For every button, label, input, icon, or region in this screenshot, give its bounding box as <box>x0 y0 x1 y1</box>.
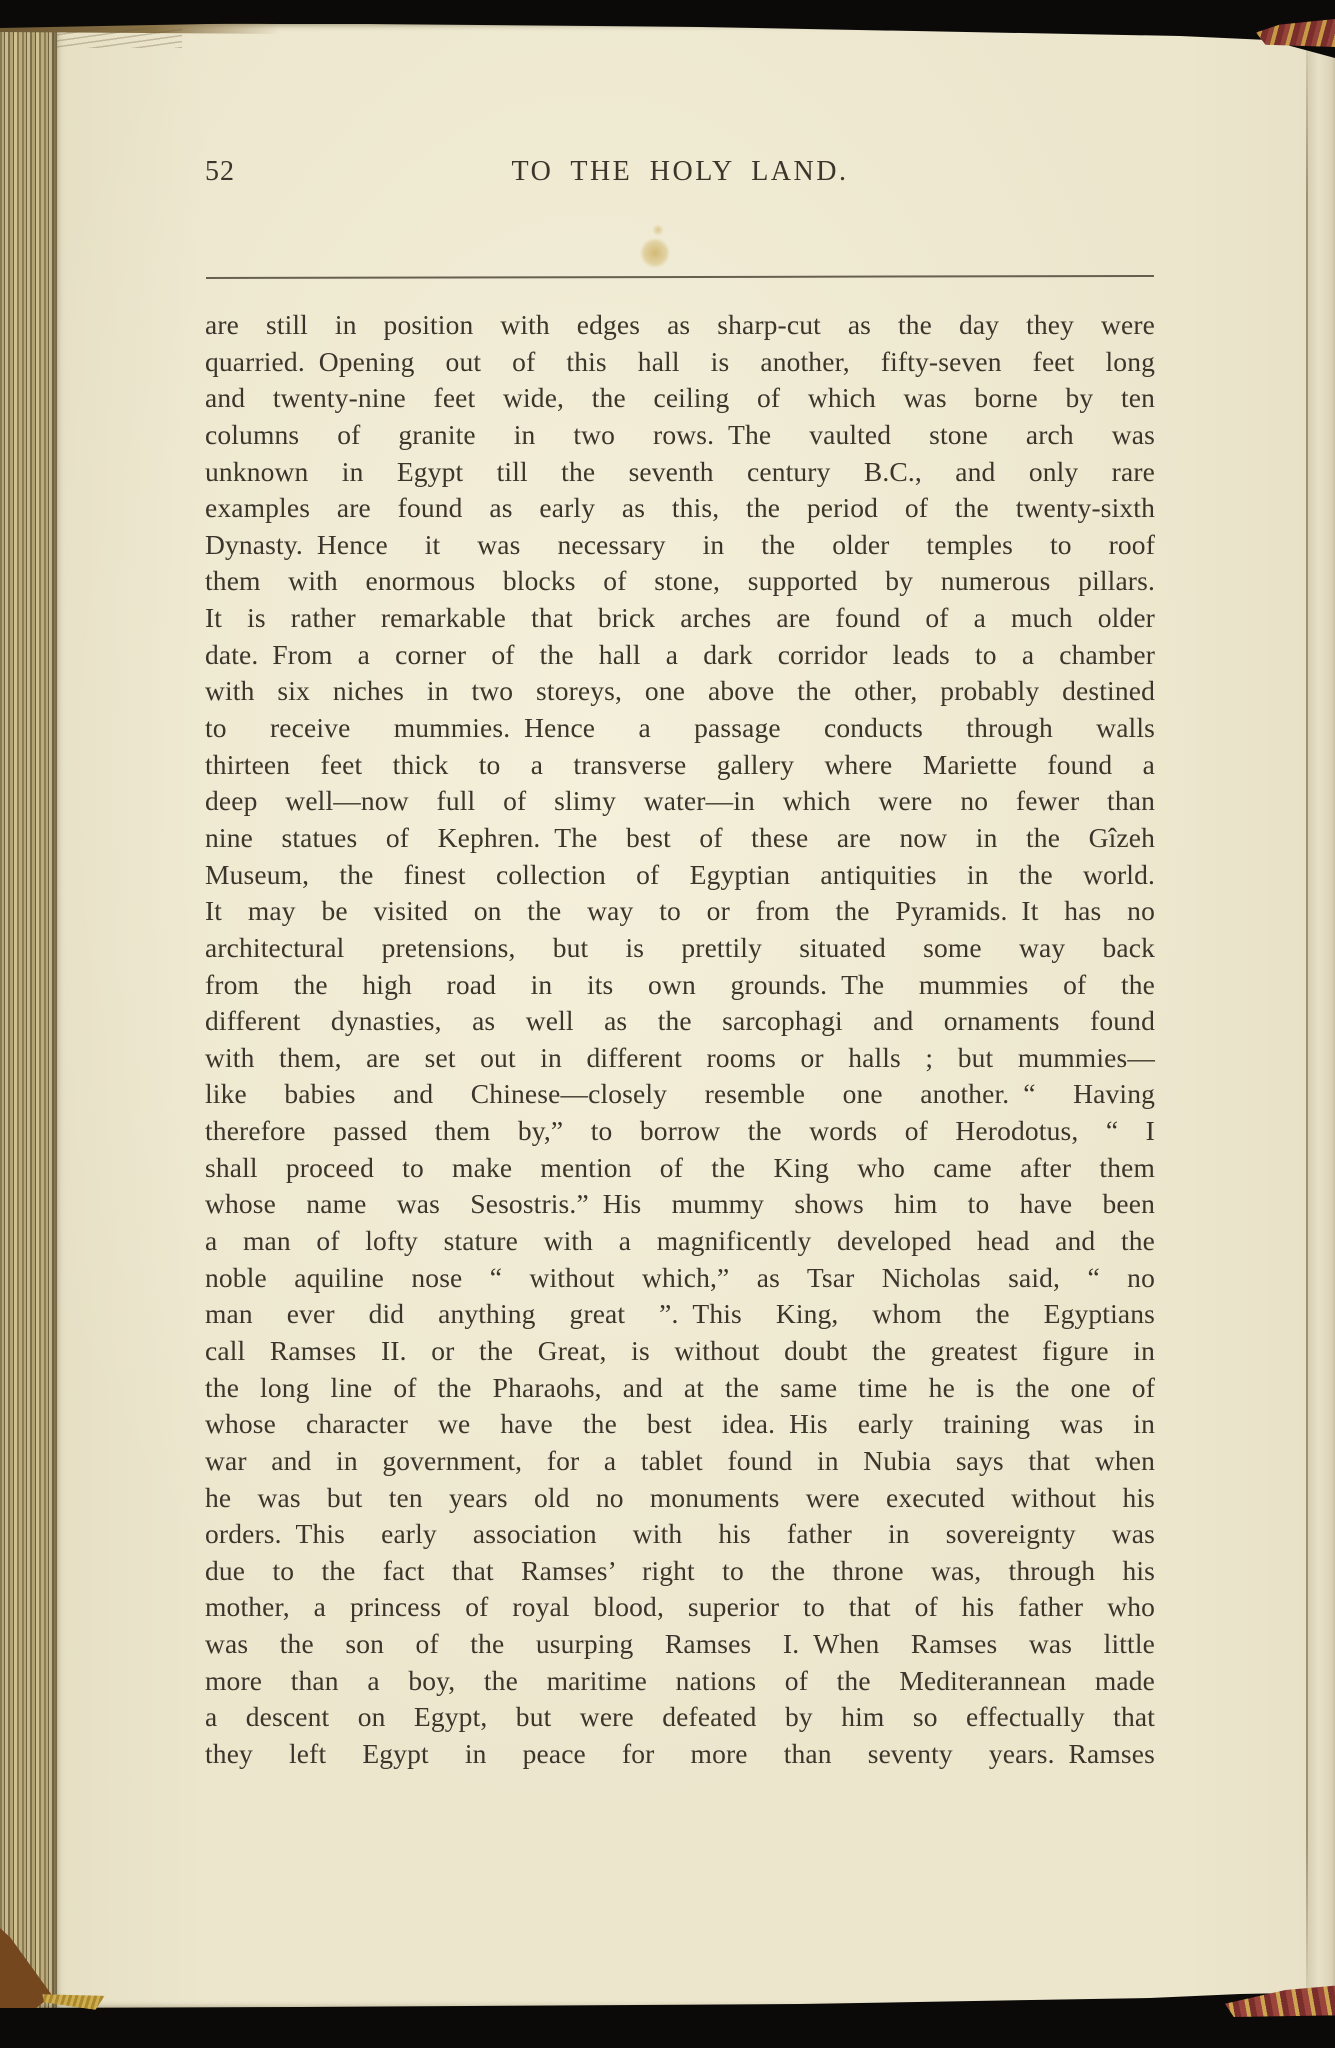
text-line: noble aquiline nose “ without which,” as Tsar Nicholas said, “ no <box>205 1261 1155 1293</box>
text-line: columns of granite in two rows. The vaulted stone arch was <box>205 418 1155 450</box>
text-line: was the son of the usurping Ramses I. When Ramses was little <box>205 1628 1155 1660</box>
text-line: with six niches in two storeys, one above the other, probably destined <box>205 675 1155 707</box>
text-line: quarried. Opening out of this hall is another, fifty-seven feet long <box>205 345 1155 377</box>
text-line: a man of lofty stature with a magnificently developed head and the <box>205 1225 1155 1257</box>
text-line: war and in government, for a tablet found in Nubia says that when <box>205 1444 1155 1476</box>
gutter-shadow <box>1306 24 1335 2008</box>
text-line: due to the fact that Ramses’ right to the throne was, through his <box>205 1554 1155 1586</box>
text-line: to receive mummies. Hence a passage conducts through walls <box>205 712 1155 744</box>
text-line: shall proceed to make mention of the King who came after them <box>205 1151 1155 1183</box>
page-fore-edges <box>0 26 57 2008</box>
text-line: date. From a corner of the hall a dark corridor leads to a chamber <box>205 638 1155 670</box>
text-line: they left Egypt in peace for more than seventy years. Ramses <box>205 1737 1155 1769</box>
paper-stain <box>640 238 670 268</box>
text-line: with them, are set out in different rooms or halls ; but mummies— <box>205 1041 1155 1073</box>
text-line: and twenty-nine feet wide, the ceiling of which was borne by ten <box>205 382 1155 414</box>
text-line: Dynasty. Hence it was necessary in the older temples to roof <box>205 528 1155 560</box>
text-line: a descent on Egypt, but were defeated by him so effectually that <box>205 1701 1155 1733</box>
text-line: therefore passed them by,” to borrow the words of Herodotus, “ I <box>205 1115 1155 1147</box>
body-text <box>205 307 1155 1773</box>
page-header <box>205 154 1155 196</box>
gutter-crease-line <box>1306 44 1308 1988</box>
running-header: TO THE HOLY LAND. <box>511 156 849 187</box>
text-line: It is rather remarkable that brick arches are found of a much older <box>205 602 1155 634</box>
text-line: thirteen feet thick to a transverse gallery where Mariette found a <box>205 748 1155 780</box>
text-line: architectural pretensions, but is prettily situated some way back <box>205 931 1155 963</box>
text-line: deep well—now full of slimy water—in which were no fewer than <box>205 785 1155 817</box>
paper-stain-small <box>652 224 664 236</box>
text-line: orders. This early association with his father in sovereignty was <box>205 1518 1155 1550</box>
text-line: It may be visited on the way to or from the Pyramids. It has no <box>205 895 1155 927</box>
page-number: 52 <box>205 156 235 187</box>
page-stack-top-edges <box>57 28 182 48</box>
text-line: whose character we have the best idea. His early training was in <box>205 1408 1155 1440</box>
text-line: examples are found as early as this, the period of the twenty-sixth <box>205 492 1155 524</box>
text-line: nine statues of Kephren. The best of these are now in the Gîzeh <box>205 821 1155 853</box>
text-line: unknown in Egypt till the seventh century B.C., and only rare <box>205 455 1155 487</box>
text-line: the long line of the Pharaohs, and at the same time he is the one of <box>205 1371 1155 1403</box>
text-line: man ever did anything great ”. This King, whom the Egyptians <box>205 1298 1155 1330</box>
text-line: are still in position with edges as sharp-cut as the day they were <box>205 309 1155 340</box>
text-line: Museum, the finest collection of Egyptian antiquities in the world. <box>205 858 1155 890</box>
text-line: he was but ten years old no monuments were executed without his <box>205 1481 1155 1513</box>
text-line: them with enormous blocks of stone, supported by numerous pillars. <box>205 565 1155 597</box>
text-line: call Ramses II. or the Great, is without doubt the greatest figure in <box>205 1334 1155 1366</box>
text-line: from the high road in its own grounds. The mummies of the <box>205 968 1155 1000</box>
text-line: like babies and Chinese—closely resemble one another. “ Having <box>205 1078 1155 1110</box>
text-line: more than a boy, the maritime nations of the Mediterannean made <box>205 1664 1155 1696</box>
text-line: mother, a princess of royal blood, superior to that of his father who <box>205 1591 1155 1623</box>
text-line: whose name was Sesostris.” His mummy shows him to have been <box>205 1188 1155 1220</box>
text-line: different dynasties, as well as the sarcophagi and ornaments found <box>205 1005 1155 1037</box>
